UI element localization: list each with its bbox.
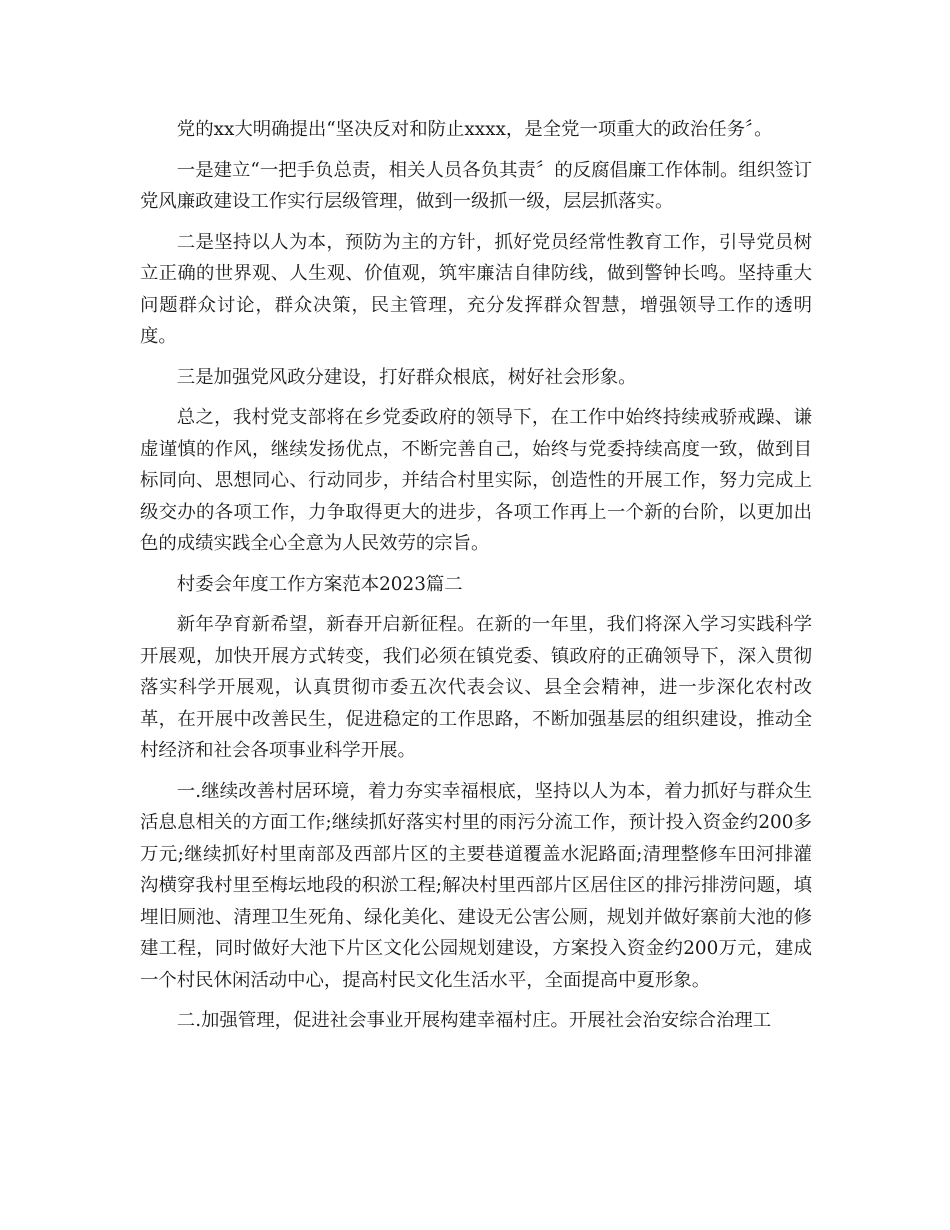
paragraph: 党的xx大明确提出“坚决反对和防止xxxx，是全党一项重大的政治任务〞。 bbox=[176, 119, 773, 140]
paragraph: 二是坚持以人为本，预防为主的方针，抓好党员经常性教育工作，引导党员树立正确的世界观、人生观、价值观，筑牢廉洁自律防线，做到警钟长鸣。坚持重大问题群众讨论，群众决策，民主管理，充分发挥群众智慧，增强领导工作的透明度。 bbox=[140, 231, 812, 347]
paragraph: 一是建立“一把手负总责，相关人员各负其责〞的反腐倡廉工作体制。组织签订党风廉政建设工作实行层级管理，做到一级抓一级，层层抓落实。 bbox=[140, 159, 812, 212]
section-heading: 村委会年度工作方案范本2023篇二 bbox=[176, 573, 463, 595]
document-page bbox=[140, 114, 812, 1046]
paragraph: 二.加强管理，促进社会事业开展构建幸福村庄。开展社会治安综合治理工 bbox=[176, 1010, 772, 1031]
paragraph: 三是加强党风政分建设，打好群众根底，树好社会形象。 bbox=[176, 366, 637, 388]
paragraph: 新年孕育新希望，新春开启新征程。在新的一年里，我们将深入学习实践科学开展观，加快开展方式转变，我们必须在镇党委、镇政府的正确领导下，深入贯彻落实科学开展观，认真贯彻市委五次代表会议、县全会精神，进一步深化农村改革，在开展中改善民生，促进稳定的工作思路，不断加强基层的组织建设，推动全村经济和社会各项事业科学开展。 bbox=[140, 614, 812, 761]
paragraph: 总之，我村党支部将在乡党委政府的领导下，在工作中始终持续戒骄戒躁、谦虚谨慎的作风，继续发扬优点，不断完善自己，始终与党委持续高度一致，做到目标同向、思想同心、行动同步，并结合村里实际，创造性的开展工作，努力完成上级交办的各项工作，力争取得更大的进步，各项工作再上一个新的台阶，以更加出色的成绩实践全心全意为人民效劳的宗旨。 bbox=[140, 407, 812, 554]
paragraph: 一.继续改善村居环境，着力夯实幸福根底，坚持以人为本，着力抓好与群众生活息息相关的方面工作;继续抓好落实村里的雨污分流工作，预计投入资金约200多万元;继续抓好村里南部及西部片区的主要巷道覆盖水泥路面;清理整修车田河排灌沟横穿我村里至梅坛地段的积淤工程;解决村里西部片区居住区的排污排涝问题，填埋旧厕池、清理卫生死角、绿化美化、建设无公害公厕，规划并做好寨前大池的修建工程，同时做好大池下片区文化公园规划建设，方案投入资金约200万元，建成一个村民休闲活动中心，提高村民文化生活水平，全面提高中夏形象。 bbox=[140, 780, 812, 991]
